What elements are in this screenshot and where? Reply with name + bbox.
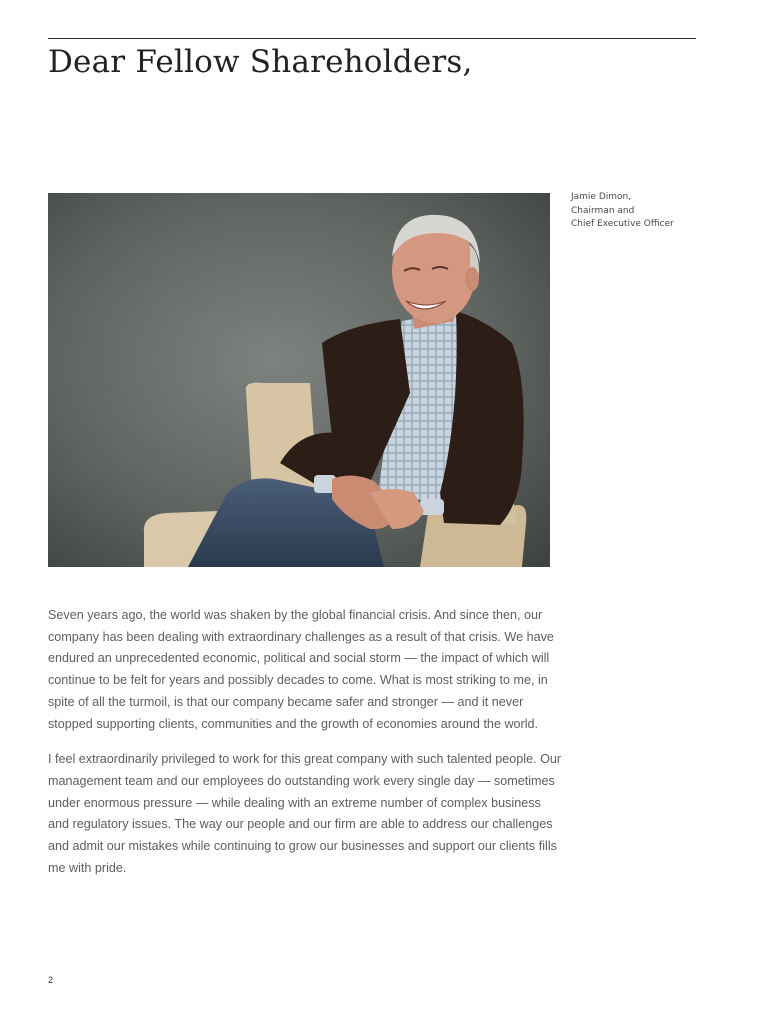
page-title: Dear Fellow Shareholders, xyxy=(48,44,473,80)
photo-caption xyxy=(571,191,674,232)
caption-title-line-1: Chairman and xyxy=(571,205,635,216)
letter-body xyxy=(48,605,563,893)
portrait-photo xyxy=(48,193,550,567)
page-number: 2 xyxy=(48,975,54,985)
top-rule xyxy=(48,38,696,39)
caption-name: Jamie Dimon, xyxy=(571,192,632,202)
body-paragraph: Seven years ago, the world was shaken by the global financial crisis. And since then, our company has been dealing with extraordinary challenges as a result of that crisis. We have endured an unprecedented economic, political and social storm — the impact of which will continue to be felt for years and possibly decades to come. What is most striking to me, in spite of all the turmoil, is that our company became safer and stronger — and it never stopped supporting clients, communities and the growth of economies around the world. xyxy=(48,608,554,731)
body-paragraph: I feel extraordinarily privileged to work for this great company with such talented people. Our management team and our employees do outstanding work every single day — sometimes under enormous pressure — while dealing with an extreme number of complex business and regulatory issues. The way our people and our firm are able to address our challenges and admit our mistakes while continuing to grow our businesses and support our clients fills me with pride. xyxy=(48,752,562,875)
caption-title-line-2: Chief Executive Officer xyxy=(571,219,674,229)
